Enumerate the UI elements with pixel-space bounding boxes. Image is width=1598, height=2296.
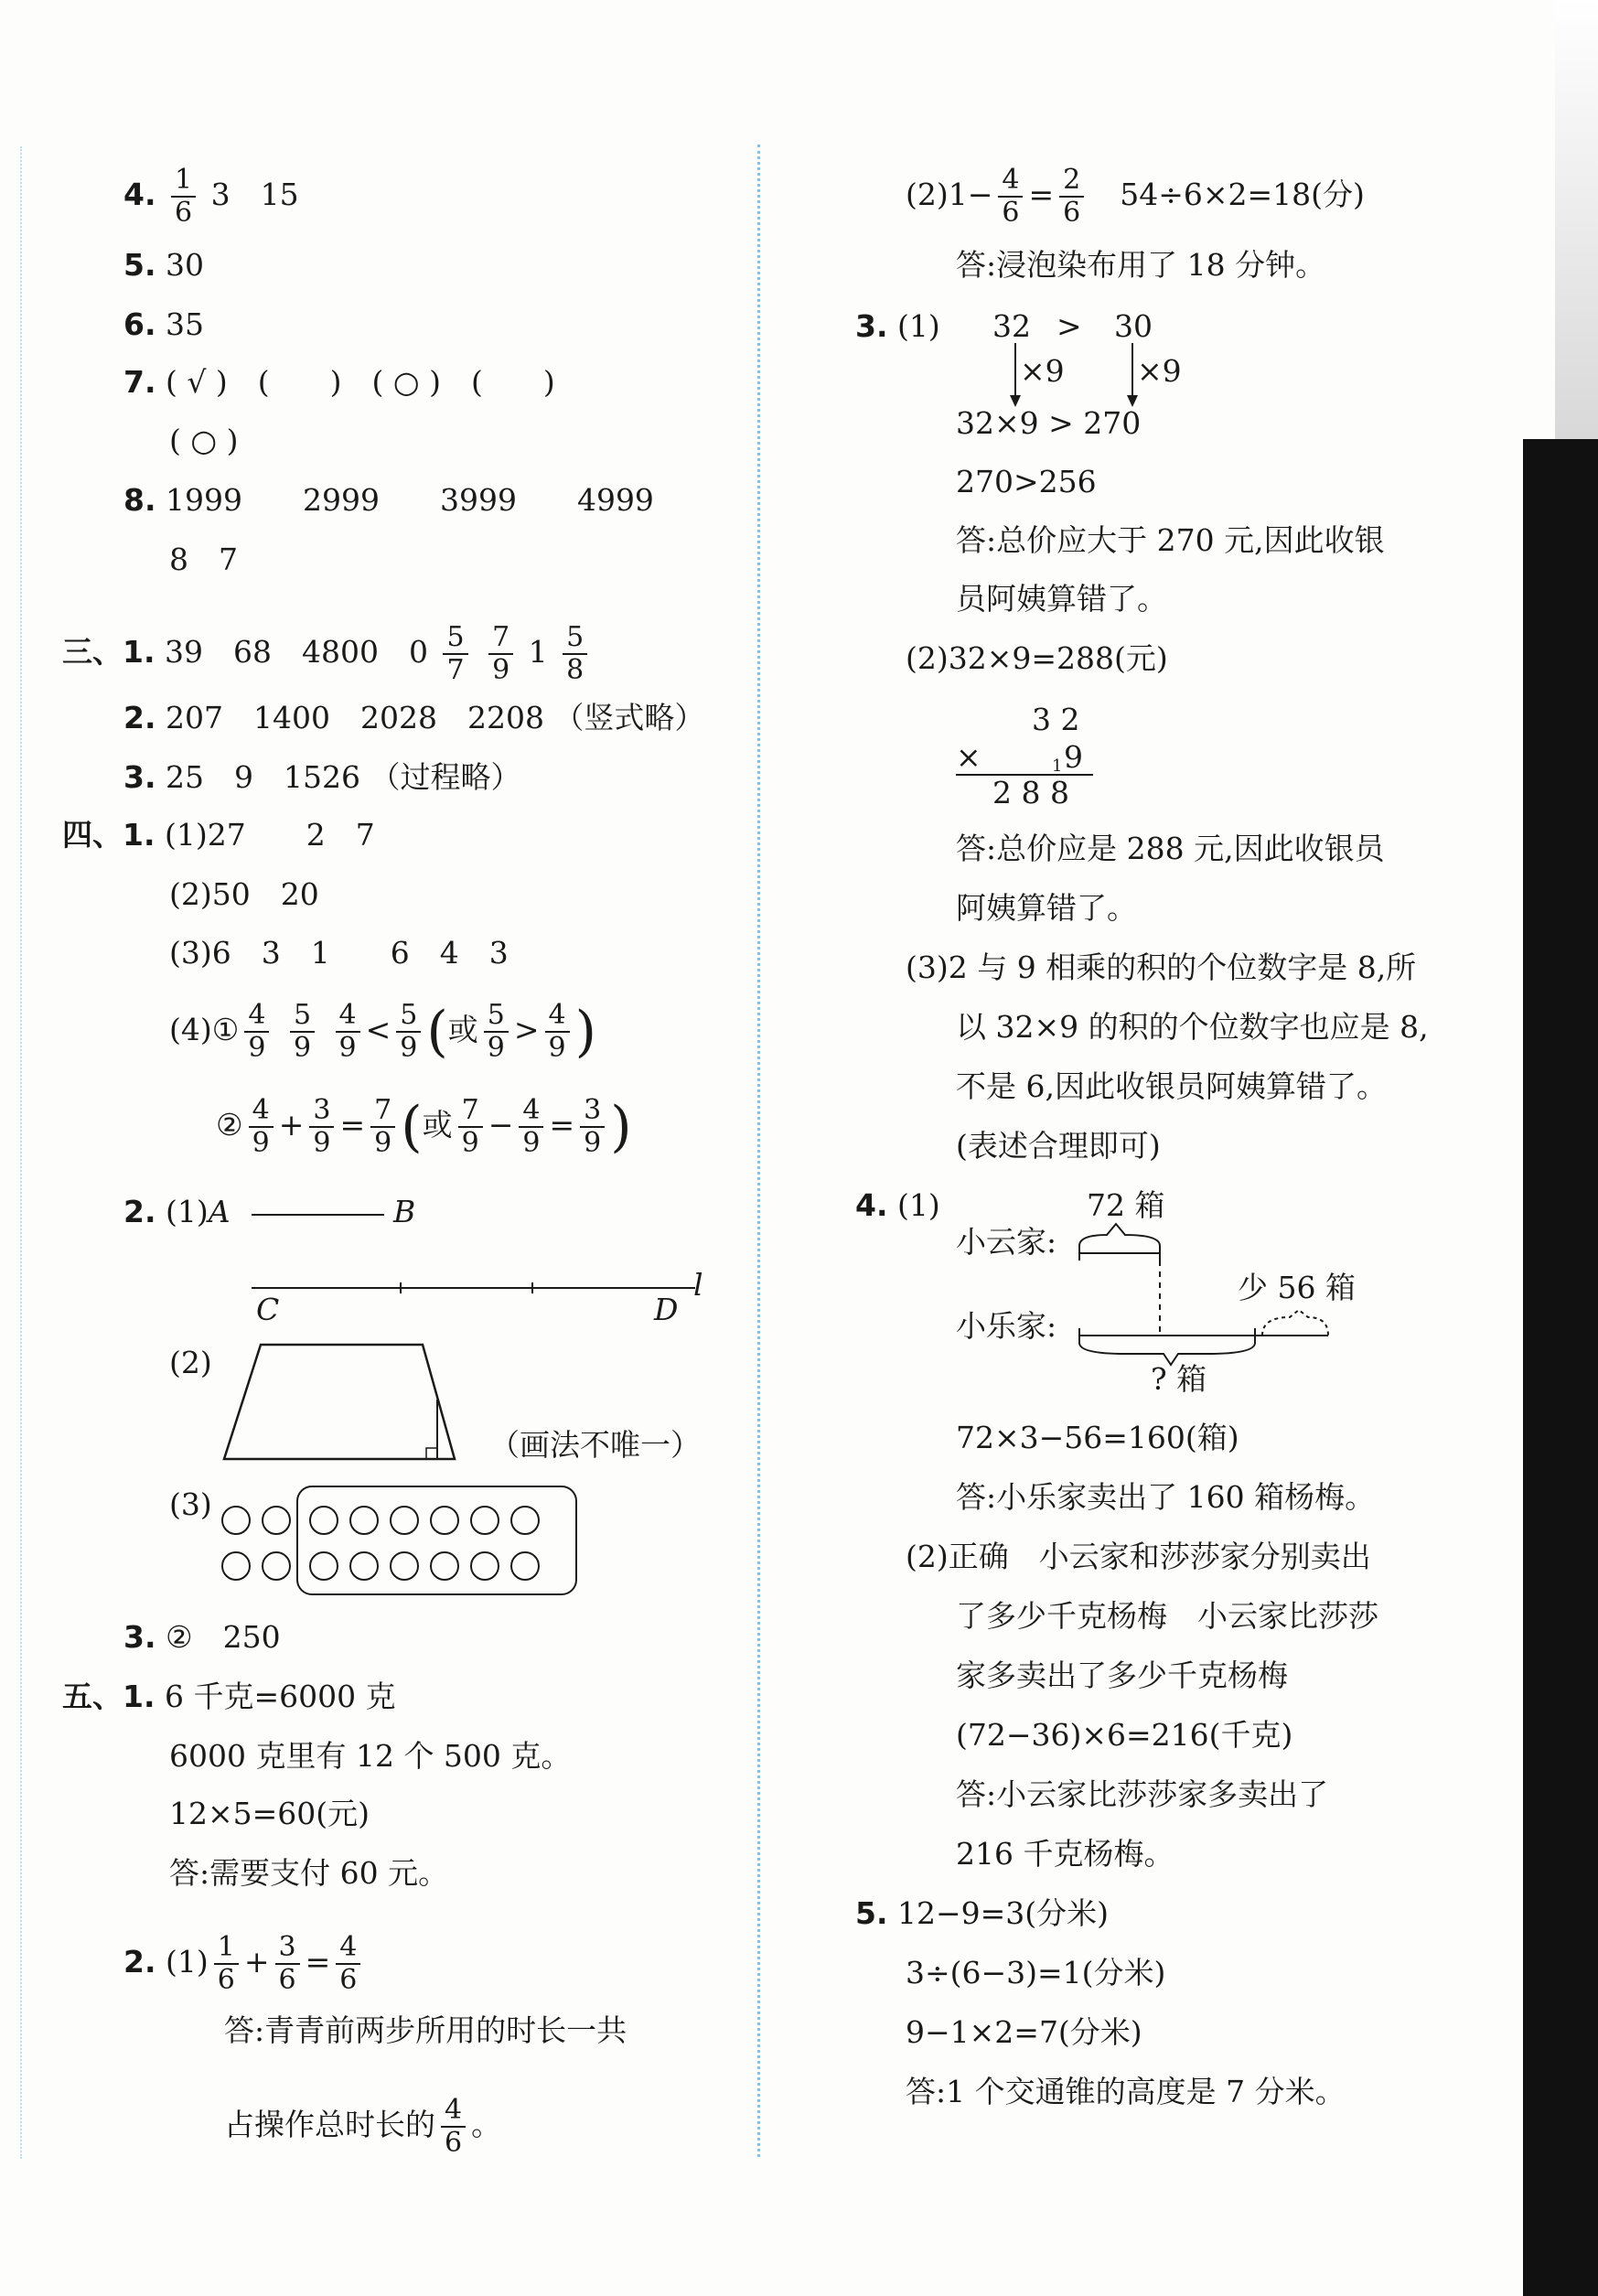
s4-q2-p3: (3) xyxy=(169,1486,212,1522)
section-5-label: 五、 xyxy=(62,1679,123,1714)
r-q3-mul9-a: ×9 xyxy=(1020,353,1065,389)
s4-q2-line: 2. (1)A xyxy=(123,1194,231,1229)
r-q5-l3: 9−1×2=7(分米) xyxy=(906,2014,1142,2050)
s4-q3-line: 3. ② 250 xyxy=(123,1619,281,1655)
r-q4-ans1: 答:小乐家卖出了 160 箱杨梅。 xyxy=(956,1479,1376,1515)
r-q3-vertical-times: × xyxy=(956,739,981,775)
s5-q2-line: 2. (1) $\frac{1}{6}$ + $\frac{3}{6}$ = $\frac{4}{6}$ xyxy=(123,1932,366,1996)
r-q2b-ans: 答:浸泡染布用了 18 分钟。 xyxy=(956,247,1326,283)
r-q3-ans2b: 阿姨算错了。 xyxy=(956,890,1137,926)
s4-q1-p3: (3)6 3 1 6 4 3 xyxy=(169,935,509,971)
r-q4-label-yun: 小云家: xyxy=(956,1224,1057,1260)
r-q2b-line: (2)1− $\frac{4}{6}$ = $\frac{2}{6}$ 54÷6×2=18(分) xyxy=(906,164,1365,229)
r-q4-ans2b: 216 千克杨梅。 xyxy=(956,1836,1174,1872)
s5-q2-ans2: 占操作总时长的 $\frac{4}{6}$ 。 xyxy=(224,2094,502,2159)
trapezoid xyxy=(224,1345,455,1459)
s5-q1-l4: 答:需要支付 60 元。 xyxy=(169,1855,449,1891)
fraction: $\frac{1}{6}$ xyxy=(171,165,196,229)
r-q4-p2a: (2)正确 小云家和莎莎家分别卖出 xyxy=(906,1539,1371,1574)
q6-line: 6. 35 xyxy=(123,306,204,342)
s4-q1-line: 四、1. (1)27 2 7 xyxy=(62,817,375,853)
r-q3-ans1a: 答:总价应大于 270 元,因此收银 xyxy=(956,522,1385,558)
q4-label: 4. xyxy=(123,177,156,212)
r-q3-line: 3. (1) xyxy=(855,308,940,344)
r-q3-p3c: 不是 6,因此收银员阿姨算错了。 xyxy=(956,1068,1387,1104)
s4-q1-p4: (4)① $\frac{4}{9}$ $\frac{5}{9}$ $\frac{4}{9}$ < $\frac{5}{9}$ (或 $\frac{5}{9}$ > $\frac{4}{9}$ ) xyxy=(169,999,597,1064)
brace-72 xyxy=(1079,1224,1160,1246)
r-q3-cmp1: 32×9 > 270 xyxy=(956,405,1142,441)
section-4-label: 四、 xyxy=(62,817,123,853)
r-q3-vertical-mul: 9 xyxy=(1064,739,1083,775)
fraction: $\frac{5}{7}$ xyxy=(443,622,467,686)
s4-q2-note: （画法不唯一） xyxy=(489,1427,701,1463)
q7-line: 7. ( √ ) ( ) ( ○ ) ( ) xyxy=(123,364,555,400)
r-q4-p2b: 了多少千克杨梅 小云家比莎莎 xyxy=(956,1598,1378,1634)
section-3-label: 三、 xyxy=(62,634,123,670)
q7-line2: ( ○ ) xyxy=(169,423,239,458)
r-q4-label72: 72 箱 xyxy=(1087,1187,1165,1223)
r-q4-ans2a: 答:小云家比莎莎家多卖出了 xyxy=(956,1776,1329,1812)
point-c: C xyxy=(256,1292,280,1327)
s3-q3-line: 3. 25 9 1526 （过程略） xyxy=(123,759,521,795)
right-angle-mark xyxy=(426,1448,437,1459)
s4-q2-p2: (2) xyxy=(169,1345,212,1380)
r-q4-label56: 少 56 箱 xyxy=(1238,1270,1356,1305)
s5-q1-l3: 12×5=60(元) xyxy=(169,1796,370,1831)
point-l: l xyxy=(693,1267,703,1303)
r-q4-label-le: 小乐家: xyxy=(956,1308,1057,1344)
r-q4-calc: 72×3−56=160(箱) xyxy=(956,1420,1239,1455)
r-q3-ans1b: 员阿姨算错了。 xyxy=(956,581,1167,617)
s5-q2-ans1: 答:青青前两步所用的时长一共 xyxy=(224,2012,627,2048)
r-q3-cmp2: 270>256 xyxy=(956,464,1097,499)
r-q4-calc2: (72−36)×6=216(千克) xyxy=(956,1717,1293,1753)
s5-q1-l2: 6000 克里有 12 个 500 克。 xyxy=(169,1738,572,1774)
q8-line2: 8 7 xyxy=(169,542,238,577)
r-q3-mul9-b: ×9 xyxy=(1137,353,1182,389)
r-q4-label-q: ? 箱 xyxy=(1151,1361,1207,1397)
q8-line: 8. 1999 2999 3999 4999 xyxy=(123,482,654,518)
r-q5-l4: 答:1 个交通锥的高度是 7 分米。 xyxy=(906,2074,1346,2109)
r-q3-p3d: (表述合理即可) xyxy=(956,1128,1161,1164)
point-b: B xyxy=(393,1194,416,1229)
s3-q1-line: 三、1. 39 68 4800 0 $\frac{5}{7}$ $\frac{7}{9}$ 1 $\frac{5}{8}$ xyxy=(62,622,593,686)
r-q3-top-b: 30 xyxy=(1114,308,1153,344)
q5-line: 5. 30 xyxy=(123,247,204,283)
s5-q1-line: 五、1. 6 千克=6000 克 xyxy=(62,1679,396,1714)
r-q3-gt: > xyxy=(1056,308,1082,344)
r-q5-line: 5. 12−9=3(分米) xyxy=(855,1895,1110,1931)
fraction: $\frac{5}{8}$ xyxy=(563,622,587,686)
r-q3-top-a: 32 xyxy=(992,308,1031,344)
r-q3-p2: (2)32×9=288(元) xyxy=(906,640,1168,676)
r-q3-vertical-result: 2 8 8 xyxy=(992,775,1069,810)
r-q4-line: 4. (1) xyxy=(855,1187,940,1223)
r-q3-ans2a: 答:总价应是 288 元,因此收银员 xyxy=(956,831,1385,866)
r-q4-p2c: 家多卖出了多少千克杨梅 xyxy=(956,1658,1288,1693)
r-q3-vertical-top: 3 2 xyxy=(1032,702,1080,737)
s4-q1-p4-line2: ② $\frac{4}{9}$ + $\frac{3}{9}$ = $\frac{7}{9}$ (或 $\frac{7}{9}$ − $\frac{4}{9}$ = $\frac{3}{9}$ ) xyxy=(216,1094,632,1159)
point-d: D xyxy=(654,1292,679,1327)
circles-grid xyxy=(222,1507,539,1580)
r-q3-p3a: (3)2 与 9 相乘的积的个位数字是 8,所 xyxy=(906,950,1417,985)
fraction: $\frac{7}{9}$ xyxy=(488,622,513,686)
r-q3-p3b: 以 32×9 的积的个位数字也应是 8, xyxy=(956,1009,1429,1045)
q4-answer: 3 15 xyxy=(210,177,299,212)
r-q5-l2: 3÷(6−3)=1(分米) xyxy=(906,1955,1166,1990)
r-q3-vertical-carry: 1 xyxy=(1052,756,1063,776)
s4-q1-p2: (2)50 20 xyxy=(169,876,319,912)
s3-q2-line: 2. 207 1400 2028 2208 （竖式略） xyxy=(123,700,705,735)
